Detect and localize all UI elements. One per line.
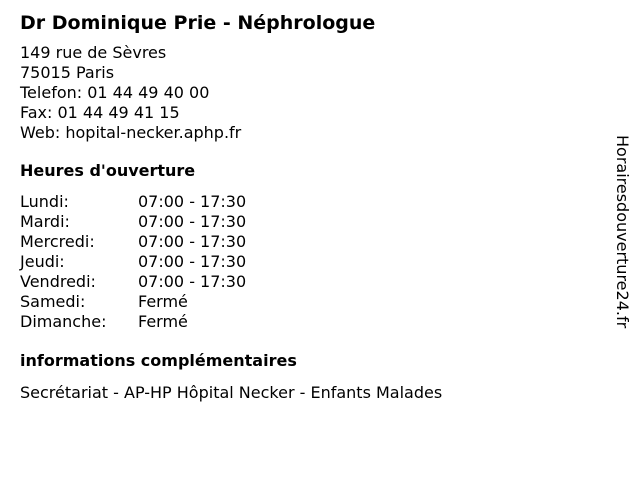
page-title: Dr Dominique Prie - Néphrologue	[20, 12, 376, 34]
hours-day: Lundi:	[20, 192, 69, 211]
hours-day: Jeudi:	[20, 252, 65, 271]
hours-row-saturday	[20, 292, 600, 312]
site-watermark: Horairesdouverture24.fr	[613, 135, 632, 329]
address-block	[20, 43, 600, 143]
info-heading: informations complémentaires	[20, 351, 297, 370]
hours-row-sunday	[20, 312, 600, 332]
hours-time: 07:00 - 17:30	[138, 272, 247, 291]
hours-row-thursday	[20, 252, 600, 272]
hours-day: Dimanche:	[20, 312, 107, 331]
hours-time: 07:00 - 17:30	[138, 192, 247, 211]
address-web: Web: hopital-necker.aphp.fr	[20, 123, 242, 142]
hours-time: Fermé	[138, 292, 188, 311]
hours-time: Fermé	[138, 312, 188, 331]
hours-row-monday	[20, 192, 600, 212]
hours-row-tuesday	[20, 212, 600, 232]
hours-day: Samedi:	[20, 292, 86, 311]
info-text: Secrétariat - AP-HP Hôpital Necker - Enfants Malades	[20, 383, 443, 402]
hours-row-wednesday	[20, 232, 600, 252]
hours-day: Mercredi:	[20, 232, 95, 251]
hours-time: 07:00 - 17:30	[138, 212, 247, 231]
hours-day: Vendredi:	[20, 272, 96, 291]
address-street: 149 rue de Sèvres	[20, 43, 167, 62]
page-content	[20, 10, 600, 403]
hours-row-friday	[20, 272, 600, 292]
hours-day: Mardi:	[20, 212, 70, 231]
hours-table	[20, 192, 600, 332]
hours-heading: Heures d'ouverture	[20, 161, 196, 180]
hours-time: 07:00 - 17:30	[138, 252, 247, 271]
address-phone: Telefon: 01 44 49 40 00	[20, 83, 210, 102]
address-fax: Fax: 01 44 49 41 15	[20, 103, 180, 122]
address-city: 75015 Paris	[20, 63, 115, 82]
hours-time: 07:00 - 17:30	[138, 232, 247, 251]
